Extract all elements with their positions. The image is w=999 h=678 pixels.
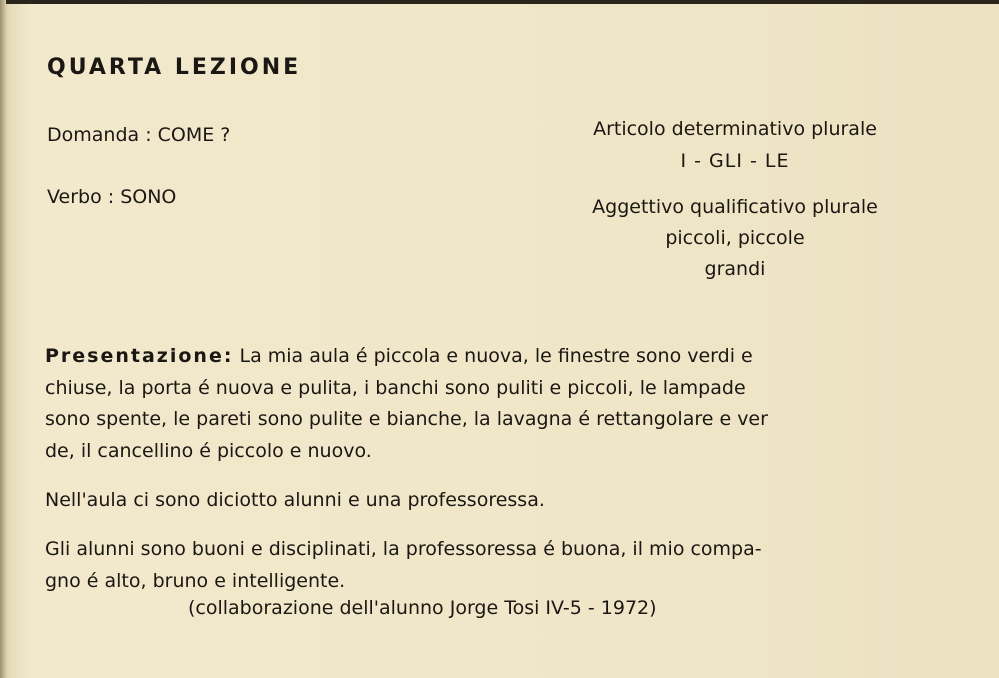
presentation-line-3: sono spente, le pareti sono pulite e bianche, la lavagna é rettangolare e ver (45, 408, 768, 430)
presentation-line-1 (45, 341, 955, 373)
students-line-2: gno é alto, bruno e intelligente. (45, 569, 346, 592)
credit-line: (collaborazione dell'alunno Jorge Tosi IV-5 - 1972) (188, 597, 657, 619)
adjective-line-2: grandi (704, 258, 766, 280)
presentation-line-4: de, il cancellino é piccolo e nuovo. (45, 439, 372, 462)
students-paragraph (45, 534, 955, 597)
article-heading: Articolo determinativo plurale (593, 118, 877, 140)
presentation-paragraph (45, 341, 955, 467)
presentation-line-2: chiuse, la porta é nuova e pulita, i banchi sono puliti e piccoli, le lampade (45, 376, 746, 399)
articles-list: I - GLI - LE (680, 150, 790, 172)
page-top-edge (0, 0, 999, 4)
question-line: Domanda : COME ? (47, 124, 231, 146)
class-count-paragraph: Nell'aula ci sono diciotto alunni e una professoressa. (45, 489, 545, 511)
lesson-title: QUARTA LEZIONE (47, 55, 302, 80)
adjective-heading: Aggettivo qualificativo plurale (592, 196, 878, 218)
adjective-line-1: piccoli, piccole (665, 227, 805, 249)
presentation-text-1: La mia aula é piccola e nuova, le finestre sono verdi e (239, 345, 753, 367)
students-line-1: Gli alunni sono buoni e disciplinati, la professoressa é buona, il mio compa- (45, 538, 762, 560)
verb-line: Verbo : SONO (47, 186, 177, 208)
page-binding-edge (0, 0, 6, 678)
presentation-label: Presentazione: (45, 345, 234, 367)
